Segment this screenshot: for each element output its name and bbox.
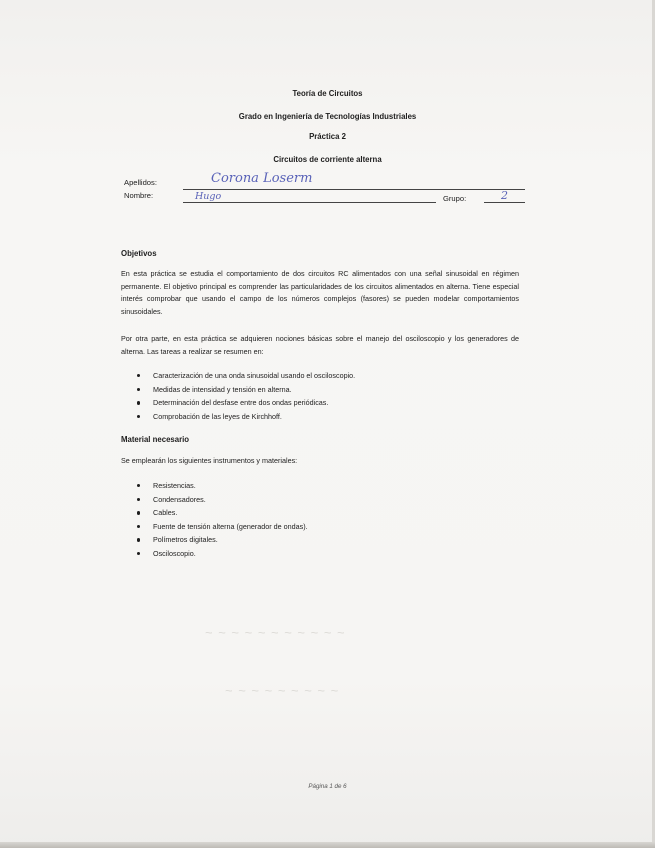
list-item: Caracterización de una onda sinusoidal usando el osciloscopio. <box>137 369 355 383</box>
name-line <box>183 202 436 203</box>
surname-label: Apellidos: <box>124 178 157 187</box>
list-item: Osciloscopio. <box>137 547 308 561</box>
list-item: Condensadores. <box>137 493 308 507</box>
list-item: Comprobación de las leyes de Kirchhoff. <box>137 410 355 424</box>
bullet-icon <box>137 525 140 528</box>
list-item: Fuente de tensión alterna (generador de ondas). <box>137 520 308 534</box>
bullet-icon <box>137 511 140 514</box>
show-through-mark: ~ ~ ~ ~ ~ ~ ~ ~ ~ ~ ~ <box>205 625 346 640</box>
list-item: Resistencias. <box>137 479 308 493</box>
surname-line <box>183 189 525 190</box>
materials-list <box>137 479 308 561</box>
scan-edge-bottom <box>0 842 655 848</box>
bullet-icon <box>137 498 140 501</box>
course-title: Teoría de Circuitos <box>292 89 363 98</box>
objectives-paragraph-1: En esta práctica se estudia el comportamiento de dos circuitos RC alimentados con una señal sinusoidal en régimen permanente. El objetivo principal es comprender las particularidades de los circuitos alimentados en alterna. Tiene especial interés comprobar que usando el campo de los números complejos (fasores) se pueden modelar comportamientos sinusoidales. <box>121 269 519 316</box>
subject-title: Circuitos de corriente alterna <box>273 155 382 164</box>
list-item: Determinación del desfase entre dos ondas periódicas. <box>137 396 355 410</box>
bullet-icon <box>137 374 140 377</box>
name-label: Nombre: <box>124 191 154 200</box>
bullet-icon <box>137 484 140 487</box>
tasks-list <box>137 369 355 423</box>
group-label: Grupo: <box>443 194 467 203</box>
bullet-icon <box>137 415 140 418</box>
bullet-icon <box>137 388 140 391</box>
group-handwritten: 2 <box>501 189 508 202</box>
list-item: Polímetros digitales. <box>137 533 308 547</box>
objectives-title: Objetivos <box>121 249 157 258</box>
list-item: Medidas de intensidad y tensión en alterna. <box>137 383 355 397</box>
materials-title: Material necesario <box>121 435 190 444</box>
materials-intro: Se emplearán los siguientes instrumentos y materiales: <box>121 456 298 465</box>
group-line <box>484 202 525 203</box>
objectives-paragraph-2: Por otra parte, en esta práctica se adquieren nociones básicas sobre el manejo del osciloscopio y los generadores de alterna. Las tareas a realizar se resumen en: <box>121 334 519 356</box>
page-number: Página 1 de 6 <box>308 783 347 790</box>
degree-title: Grado en Ingeniería de Tecnologías Industriales <box>238 112 417 121</box>
practice-title: Práctica 2 <box>309 132 346 141</box>
surname-handwritten: Corona Loserm <box>211 171 313 186</box>
show-through-mark: ~ ~ ~ ~ ~ ~ ~ ~ ~ <box>225 683 340 698</box>
bullet-icon <box>137 401 140 404</box>
bullet-icon <box>137 552 140 555</box>
name-handwritten: Hugo <box>195 191 222 202</box>
bullet-icon <box>137 538 140 541</box>
list-item: Cables. <box>137 506 308 520</box>
